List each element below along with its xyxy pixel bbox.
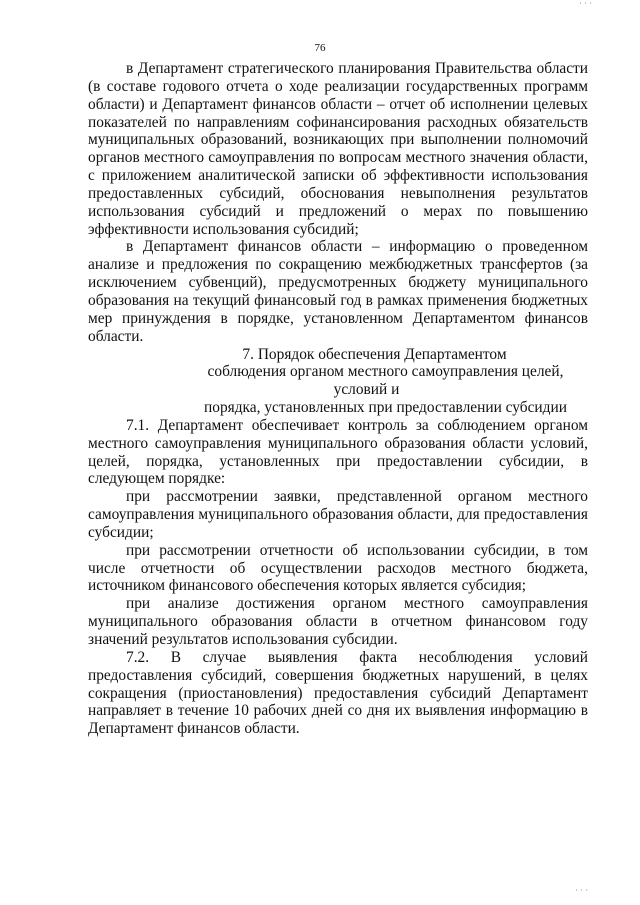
- section-heading: [88, 346, 588, 417]
- paragraph-report-strategic-planning: в Департамент стратегического планирования Правительства области (в составе годового отчета о ходе реализации государственных программ области) и Департамент финансов области – отчет об исполнении целевых показателей по направлениям софинансирования расходных обязательств муниципальных образований, возникающих при выполнении полномочий органов местного самоуправления по вопросам местного значения области, с приложением аналитической записки об эффективности использования предоставленных субсидий, обоснования невыполнения результатов использования субсидий и предложений о мерах по повышению эффективности использования субсидий;: [88, 60, 588, 238]
- paragraph-results-analysis: при анализе достижения органом местного самоуправления муниципального образования области в отчетном финансовом году значений результатов использования субсидии.: [88, 595, 588, 648]
- section-heading-line: порядка, установленных при предоставлении субсидии: [204, 399, 567, 417]
- section-heading-line: соблюдения органом местного самоуправления целей, условий и: [207, 363, 564, 399]
- paragraph-7-1: 7.1. Департамент обеспечивает контроль за соблюдением органом местного самоуправления муниципального образования области условий, целей, порядка, установленных при предоставлении субсидии, в следующем порядке:: [88, 416, 588, 488]
- scan-artifact-top: · · ·: [579, 0, 592, 8]
- scan-artifact-bottom: · · ·: [575, 886, 588, 895]
- paragraph-7-2: 7.2. В случае выявления факта несоблюдения условий предоставления субсидий, совершения бюджетных нарушений, в целях сокращения (приостановления) предоставления субсидий Департамент направляет в течение 10 рабочих дней со дня их выявления информацию в Департамент финансов области.: [88, 648, 588, 738]
- paragraph-reporting-review: при рассмотрении отчетности об использовании субсидии, в том числе отчетности об осуществлении расходов местного бюджета, источником финансового обеспечения которых является субсидия;: [88, 541, 588, 595]
- document-body: [88, 60, 588, 738]
- paragraph-info-finance-department: в Департамент финансов области – информацию о проведенном анализе и предложения по сокращению межбюджетных трансфертов (за исключением субвенций), предусмотренных бюджету муниципального образования на текущий финансовый год в рамках применения бюджетных мер принуждения в порядке, установленном Департаментом финансов области.: [88, 238, 588, 345]
- page-number: 76: [314, 42, 326, 54]
- section-heading-line: 7. Порядок обеспечения Департаментом: [242, 345, 507, 363]
- paragraph-application-review: при рассмотрении заявки, представленной органом местного самоуправления муниципального образования области, для предоставления субсидии;: [88, 488, 588, 541]
